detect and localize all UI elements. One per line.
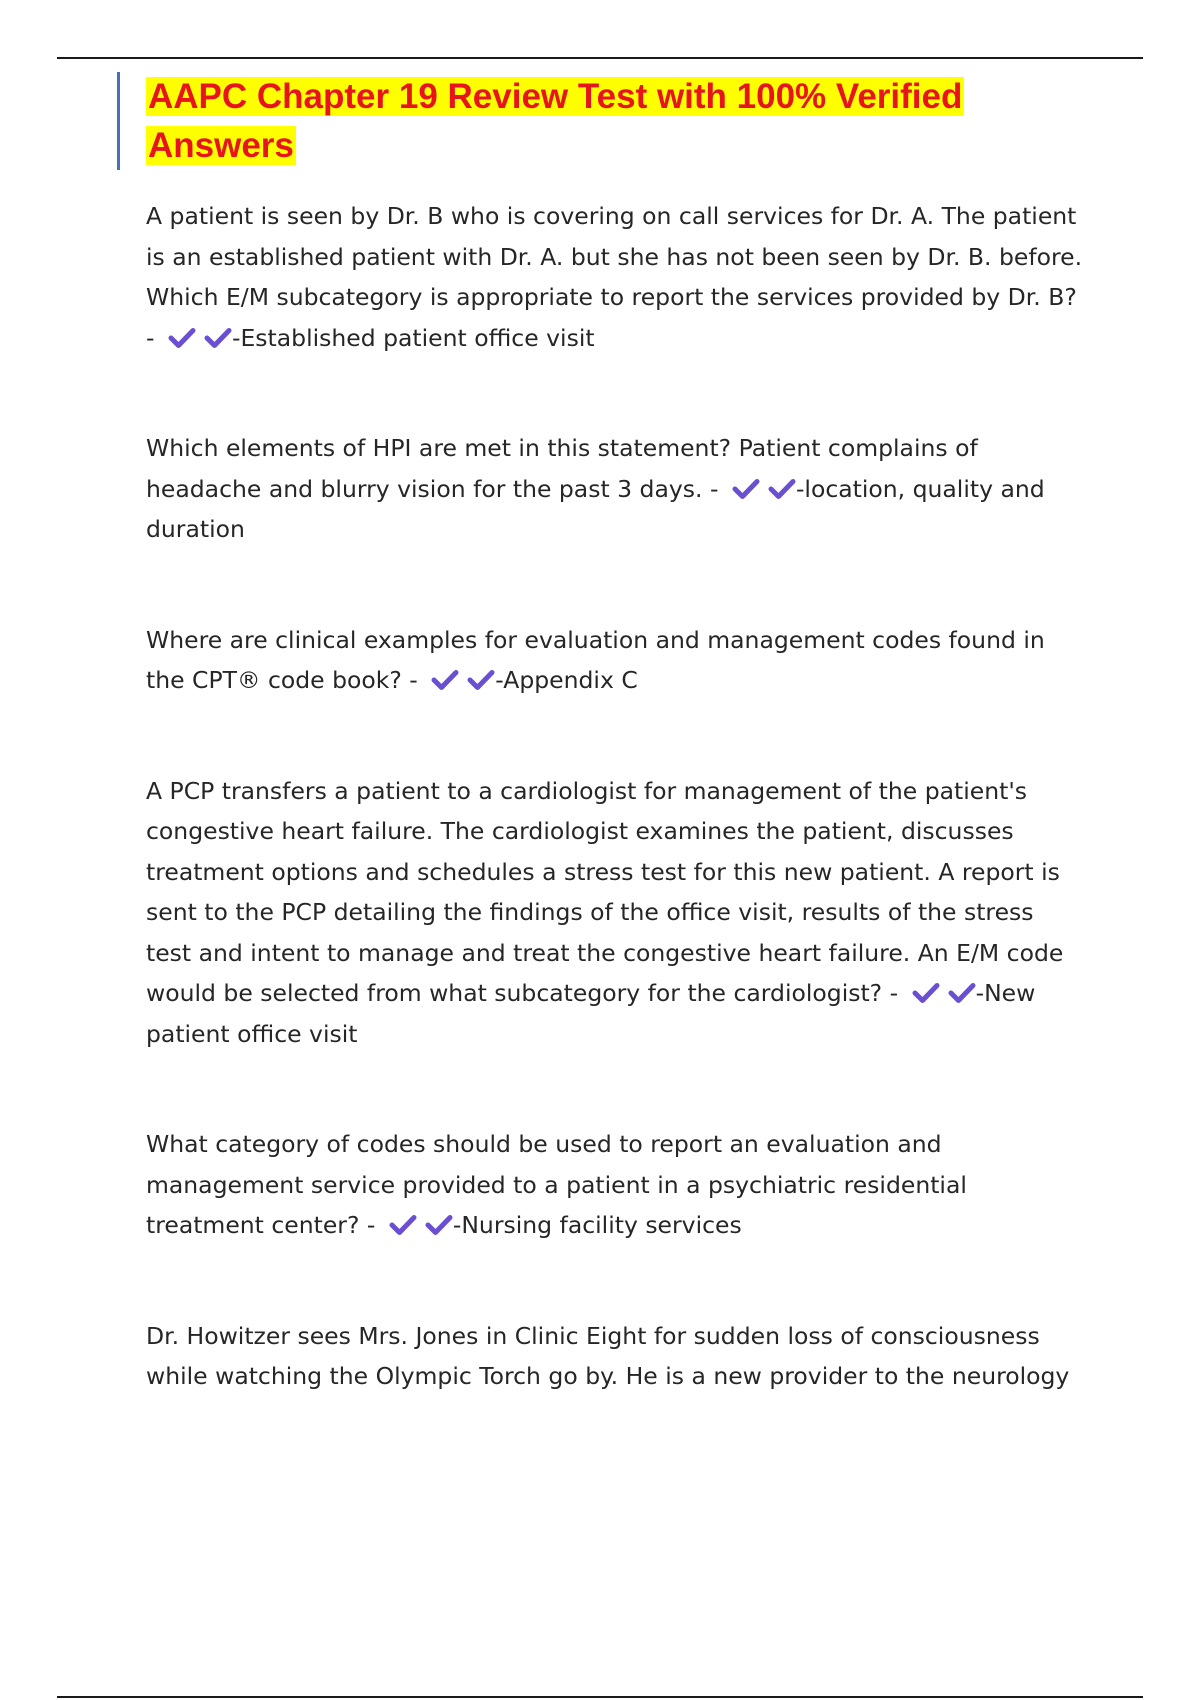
answer-text: -Nursing facility services <box>452 1211 742 1239</box>
question-text: What category of codes should be used to report an evaluation and management service provided to a patient in a psychiatric residential treatment center? - <box>146 1130 967 1239</box>
qa-item <box>146 428 1086 550</box>
answer-text: -location, quality and duration <box>146 474 1045 543</box>
checkmark-icon <box>912 982 940 1004</box>
top-divider <box>57 57 1143 59</box>
checkmark-icon <box>389 1214 417 1236</box>
answer-text: -Appendix C <box>495 666 638 694</box>
document-title-text: AAPC Chapter 19 Review Test with 100% Verified Answers <box>148 77 963 165</box>
answer-text: -Established patient office visit <box>231 323 595 352</box>
checkmark-icon <box>425 1214 453 1236</box>
checkmark-icon <box>948 982 976 1004</box>
qa-item <box>146 771 1086 1055</box>
checkmark-icon <box>732 478 760 500</box>
checkmark-icon <box>204 327 232 349</box>
qa-item <box>146 1316 1086 1397</box>
qa-item <box>146 620 1086 701</box>
checkmark-icon <box>431 669 459 691</box>
question-text: A PCP transfers a patient to a cardiologist for management of the patient's congestive heart failure. The cardiologist examines the patient, discusses treatment options and schedules a stress test for this new patient. A report is sent to the PCP detailing the findings of the office visit, results of the stress test and intent to manage and treat the congestive heart failure. An E/M code would be selected from what subcategory for the cardiologist? - <box>146 776 1064 1007</box>
checkmark-icon <box>768 478 796 500</box>
qa-item <box>146 1124 1086 1246</box>
qa-list <box>146 196 1086 1397</box>
bottom-divider <box>57 1696 1143 1698</box>
question-text: Where are clinical examples for evaluation and management codes found in the CPT® code book? - <box>146 625 1045 694</box>
checkmark-icon <box>467 669 495 691</box>
question-text: Which elements of HPI are met in this statement? Patient complains of headache and blurry vision for the past 3 days. - <box>146 434 978 503</box>
checkmark-icon <box>168 327 196 349</box>
qa-item <box>146 196 1086 358</box>
question-text: Dr. Howitzer sees Mrs. Jones in Clinic Eight for sudden loss of consciousness while watching the Olympic Torch go by. He is a new provider to the neurology <box>146 1321 1070 1390</box>
question-text: A patient is seen by Dr. B who is covering on call services for Dr. A. The patient is an established patient with Dr. A. but she has not been seen by Dr. B. before. Which E/M subcategory is appropriate to report the services provided by Dr. B? - <box>146 202 1083 352</box>
document-title <box>146 72 1077 170</box>
title-block <box>117 72 1077 170</box>
answer-text: -New patient office visit <box>146 979 1036 1048</box>
